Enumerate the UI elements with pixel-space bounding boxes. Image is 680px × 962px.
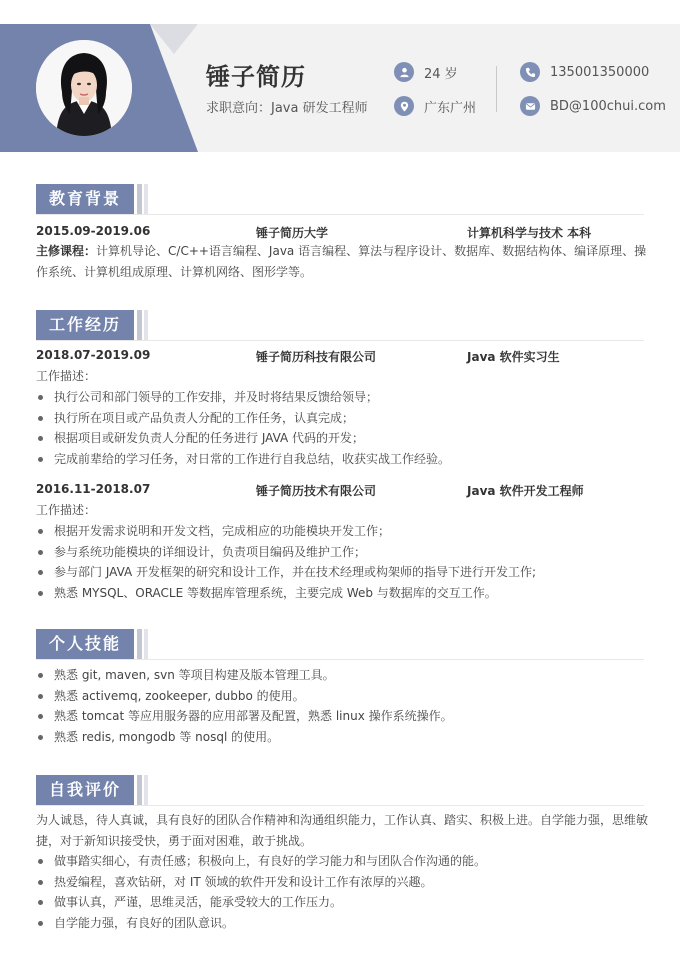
job-2-company: 锤子简历技术有限公司 bbox=[256, 484, 377, 498]
age-item bbox=[394, 62, 458, 82]
list-item: 熟悉 MYSQL、ORACLE 等数据库管理系统，主要完成 Web 与数据库的交互工作。 bbox=[36, 583, 536, 604]
job-1-company: 锤子简历科技有限公司 bbox=[256, 350, 377, 364]
list-item: 参与系统功能模块的详细设计，负责项目编码及维护工作； bbox=[36, 542, 536, 563]
location-text: 广东广州 bbox=[424, 100, 477, 116]
skills-list bbox=[36, 665, 453, 747]
email-text[interactable]: BD@100chui.com bbox=[550, 98, 666, 114]
job-2-duties bbox=[36, 521, 536, 603]
info-divider bbox=[496, 66, 497, 112]
section-divider bbox=[36, 214, 644, 215]
mail-icon bbox=[520, 96, 540, 116]
education-period: 2015.09-2019.06 bbox=[36, 224, 151, 238]
self-eval-section-header bbox=[36, 775, 148, 805]
avatar bbox=[36, 40, 132, 136]
work-section-header bbox=[36, 310, 148, 340]
title-accent-bar bbox=[144, 184, 148, 214]
courses-line-2: 作系统、计算机组成原理、计算机网络、图形学等。 bbox=[36, 265, 313, 279]
title-accent-bar bbox=[137, 310, 142, 340]
section-title: 教育背景 bbox=[36, 184, 134, 214]
courses-line-1: 计算机导论、C/C++语言编程、Java 语言编程、算法与程序设计、数据库、数据结构体、编译原理、操 bbox=[96, 244, 647, 258]
job-2-role: Java 软件开发工程师 bbox=[467, 484, 584, 498]
section-divider bbox=[36, 805, 644, 806]
resume-header bbox=[0, 24, 680, 152]
title-accent-bar bbox=[137, 775, 142, 805]
self-eval-list bbox=[36, 851, 486, 933]
title-accent-bar bbox=[144, 629, 148, 659]
email-item bbox=[520, 96, 666, 116]
age-text: 24 岁 bbox=[424, 66, 458, 82]
list-item: 熟悉 activemq, zookeeper, dubbo 的使用。 bbox=[36, 686, 453, 707]
education-major: 计算机科学与技术 本科 bbox=[467, 226, 592, 240]
job-intent: 求职意向：Java 研发工程师 bbox=[206, 101, 368, 116]
section-title: 自我评价 bbox=[36, 775, 134, 805]
list-item: 做事认真，严谨，思维灵活，能承受较大的工作压力。 bbox=[36, 892, 486, 913]
list-item: 自学能力强，有良好的团队意识。 bbox=[36, 913, 486, 934]
courses-label: 主修课程： bbox=[36, 244, 97, 258]
list-item: 做事踏实细心，有责任感；积极向上，有良好的学习能力和与团队合作沟通的能。 bbox=[36, 851, 486, 872]
title-accent-bar bbox=[144, 775, 148, 805]
list-item: 执行所在项目或产品负责人分配的工作任务，认真完成； bbox=[36, 408, 450, 429]
candidate-name: 锤子简历 bbox=[206, 63, 306, 91]
job-1-duties bbox=[36, 387, 450, 469]
phone-icon bbox=[520, 62, 540, 82]
title-accent-bar bbox=[144, 310, 148, 340]
section-divider bbox=[36, 659, 644, 660]
section-title: 个人技能 bbox=[36, 629, 134, 659]
list-item: 熟悉 git, maven, svn 等项目构建及版本管理工具。 bbox=[36, 665, 453, 686]
education-courses bbox=[36, 241, 646, 283]
title-accent-bar bbox=[137, 629, 142, 659]
list-item: 根据开发需求说明和开发文档，完成相应的功能模块开发工作； bbox=[36, 521, 536, 542]
list-item: 根据项目或研发负责人分配的任务进行 JAVA 代码的开发； bbox=[36, 428, 450, 449]
section-divider bbox=[36, 340, 644, 341]
job-2-desc-label: 工作描述： bbox=[36, 503, 97, 517]
list-item: 熟悉 tomcat 等应用服务器的应用部署及配置，熟悉 linux 操作系统操作。 bbox=[36, 706, 453, 727]
list-item: 执行公司和部门领导的工作安排，并及时将结果反馈给领导； bbox=[36, 387, 450, 408]
job-1-desc-label: 工作描述： bbox=[36, 369, 97, 383]
intro-line-2: 捷，对于新知识接受快，勇于面对困难，敢于挑战。 bbox=[36, 834, 313, 848]
job-1-period: 2018.07-2019.09 bbox=[36, 348, 151, 362]
phone-text[interactable]: 135001350000 bbox=[550, 64, 650, 80]
location-item bbox=[394, 96, 476, 116]
self-eval-intro bbox=[36, 810, 648, 852]
job-1-role: Java 软件实习生 bbox=[467, 350, 560, 364]
education-school: 锤子简历大学 bbox=[256, 226, 329, 240]
portrait-photo bbox=[36, 40, 132, 136]
section-title: 工作经历 bbox=[36, 310, 134, 340]
title-accent-bar bbox=[137, 184, 142, 214]
skills-section-header bbox=[36, 629, 148, 659]
list-item: 参与部门 JAVA 开发框架的研究和设计工作，并在技术经理或构架师的指导下进行开发工作; bbox=[36, 562, 536, 583]
job-2-period: 2016.11-2018.07 bbox=[36, 482, 151, 496]
intro-line-1: 为人诚恳，待人真诚，具有良好的团队合作精神和沟通组织能力，工作认真、踏实、积极上进。自学能力强，思维敏 bbox=[36, 813, 649, 827]
person-icon bbox=[394, 62, 414, 82]
education-section-header bbox=[36, 184, 148, 214]
list-item: 完成前辈给的学习任务，对日常的工作进行自我总结，收获实战工作经验。 bbox=[36, 449, 450, 470]
phone-item bbox=[520, 62, 649, 82]
list-item: 熟悉 redis, mongodb 等 nosql 的使用。 bbox=[36, 727, 453, 748]
location-pin-icon bbox=[394, 96, 414, 116]
list-item: 热爱编程，喜欢钻研，对 IT 领域的软件开发和设计工作有浓厚的兴趣。 bbox=[36, 872, 486, 893]
